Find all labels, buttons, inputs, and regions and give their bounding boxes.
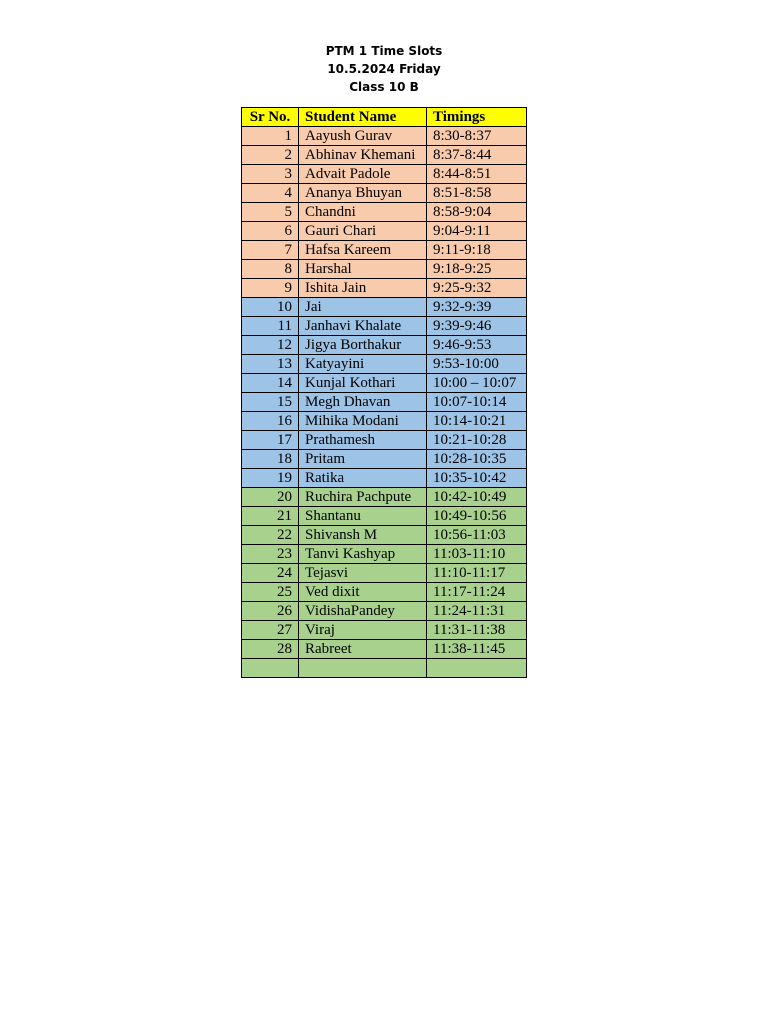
timing-cell: 11:38-11:45 <box>427 640 527 659</box>
timing-cell: 11:24-11:31 <box>427 602 527 621</box>
student-name-cell: Jai <box>299 298 427 317</box>
table-row <box>242 222 527 241</box>
timing-cell: 9:32-9:39 <box>427 298 527 317</box>
sr-no-cell: 4 <box>242 184 299 203</box>
student-name-cell: Chandni <box>299 203 427 222</box>
student-name-cell: Gauri Chari <box>299 222 427 241</box>
class-line: Class 10 B <box>349 80 419 94</box>
sr-no-cell: 12 <box>242 336 299 355</box>
sr-no-cell: 27 <box>242 621 299 640</box>
table-row <box>242 355 527 374</box>
table-row <box>242 165 527 184</box>
document-header <box>234 42 534 96</box>
student-name-cell: Ratika <box>299 469 427 488</box>
sr-no-cell: 28 <box>242 640 299 659</box>
table-row <box>242 507 527 526</box>
time-slots-table <box>241 107 527 678</box>
timing-cell <box>427 659 527 678</box>
date-line: 10.5.2024 Friday <box>327 62 441 76</box>
table-row <box>242 203 527 222</box>
sr-no-cell: 14 <box>242 374 299 393</box>
table-body <box>242 127 527 678</box>
sr-no-cell: 11 <box>242 317 299 336</box>
table-row <box>242 393 527 412</box>
timing-cell: 10:14-10:21 <box>427 412 527 431</box>
sr-no-cell: 25 <box>242 583 299 602</box>
student-name-cell: Harshal <box>299 260 427 279</box>
table-row <box>242 336 527 355</box>
timing-cell: 8:30-8:37 <box>427 127 527 146</box>
student-name-cell: Katyayini <box>299 355 427 374</box>
table-row <box>242 127 527 146</box>
timing-cell: 10:28-10:35 <box>427 450 527 469</box>
table-row <box>242 583 527 602</box>
table-row <box>242 412 527 431</box>
table-row <box>242 317 527 336</box>
table-row <box>242 564 527 583</box>
student-name-cell: Tejasvi <box>299 564 427 583</box>
timing-cell: 11:10-11:17 <box>427 564 527 583</box>
timing-cell: 10:42-10:49 <box>427 488 527 507</box>
student-name-cell: Kunjal Kothari <box>299 374 427 393</box>
timing-cell: 10:21-10:28 <box>427 431 527 450</box>
timing-cell: 10:49-10:56 <box>427 507 527 526</box>
student-name-cell: Abhinav Khemani <box>299 146 427 165</box>
timing-cell: 11:03-11:10 <box>427 545 527 564</box>
sr-no-cell: 22 <box>242 526 299 545</box>
sr-no-cell: 13 <box>242 355 299 374</box>
timing-cell: 11:31-11:38 <box>427 621 527 640</box>
sr-no-cell: 2 <box>242 146 299 165</box>
timing-cell: 8:44-8:51 <box>427 165 527 184</box>
timing-cell: 9:18-9:25 <box>427 260 527 279</box>
timing-cell: 10:56-11:03 <box>427 526 527 545</box>
student-name-cell: Jigya Borthakur <box>299 336 427 355</box>
table-row <box>242 526 527 545</box>
table-row <box>242 241 527 260</box>
table-row <box>242 298 527 317</box>
timing-cell: 9:25-9:32 <box>427 279 527 298</box>
sr-no-cell: 18 <box>242 450 299 469</box>
student-name-cell: Ruchira Pachpute <box>299 488 427 507</box>
sr-no-cell: 3 <box>242 165 299 184</box>
student-name-cell: Ved dixit <box>299 583 427 602</box>
timing-cell: 9:46-9:53 <box>427 336 527 355</box>
page-title: PTM 1 Time Slots <box>325 44 443 58</box>
student-name-cell: Ishita Jain <box>299 279 427 298</box>
sr-no-cell: 1 <box>242 127 299 146</box>
table-row <box>242 640 527 659</box>
sr-no-cell: 7 <box>242 241 299 260</box>
timing-cell: 9:11-9:18 <box>427 241 527 260</box>
student-name-cell <box>299 659 427 678</box>
sr-no-cell: 20 <box>242 488 299 507</box>
sr-no-cell: 19 <box>242 469 299 488</box>
timing-cell: 10:35-10:42 <box>427 469 527 488</box>
sr-no-cell: 15 <box>242 393 299 412</box>
sr-no-cell: 23 <box>242 545 299 564</box>
sr-no-cell: 17 <box>242 431 299 450</box>
timing-cell: 11:17-11:24 <box>427 583 527 602</box>
timing-cell: 8:58-9:04 <box>427 203 527 222</box>
student-name-cell: Shivansh M <box>299 526 427 545</box>
timing-cell: 8:51-8:58 <box>427 184 527 203</box>
sr-no-cell: 21 <box>242 507 299 526</box>
sr-no-cell: 9 <box>242 279 299 298</box>
timing-cell: 9:39-9:46 <box>427 317 527 336</box>
column-header-timings: Timings <box>427 108 527 127</box>
student-name-cell: Aayush Gurav <box>299 127 427 146</box>
sr-no-cell: 6 <box>242 222 299 241</box>
table-row <box>242 374 527 393</box>
student-name-cell: Advait Padole <box>299 165 427 184</box>
table-row <box>242 279 527 298</box>
timing-cell: 9:53-10:00 <box>427 355 527 374</box>
table-row <box>242 621 527 640</box>
student-name-cell: Rabreet <box>299 640 427 659</box>
student-name-cell: VidishaPandey <box>299 602 427 621</box>
student-name-cell: Viraj <box>299 621 427 640</box>
table-row <box>242 450 527 469</box>
student-name-cell: Tanvi Kashyap <box>299 545 427 564</box>
student-name-cell: Pritam <box>299 450 427 469</box>
student-name-cell: Mihika Modani <box>299 412 427 431</box>
table-row <box>242 659 527 678</box>
sr-no-cell: 16 <box>242 412 299 431</box>
timing-cell: 10:07-10:14 <box>427 393 527 412</box>
table-row <box>242 431 527 450</box>
table-row <box>242 184 527 203</box>
table-row <box>242 602 527 621</box>
column-header-sr-no: Sr No. <box>242 108 299 127</box>
student-name-cell: Shantanu <box>299 507 427 526</box>
sr-no-cell: 5 <box>242 203 299 222</box>
table-row <box>242 545 527 564</box>
student-name-cell: Hafsa Kareem <box>299 241 427 260</box>
student-name-cell: Prathamesh <box>299 431 427 450</box>
table-row <box>242 469 527 488</box>
student-name-cell: Janhavi Khalate <box>299 317 427 336</box>
student-name-cell: Ananya Bhuyan <box>299 184 427 203</box>
table-row <box>242 488 527 507</box>
student-name-cell: Megh Dhavan <box>299 393 427 412</box>
sr-no-cell: 8 <box>242 260 299 279</box>
table-row <box>242 146 527 165</box>
table-row <box>242 260 527 279</box>
sr-no-cell: 26 <box>242 602 299 621</box>
timing-cell: 9:04-9:11 <box>427 222 527 241</box>
table-header-row <box>242 108 527 127</box>
timing-cell: 8:37-8:44 <box>427 146 527 165</box>
sr-no-cell <box>242 659 299 678</box>
sr-no-cell: 10 <box>242 298 299 317</box>
sr-no-cell: 24 <box>242 564 299 583</box>
column-header-student-name: Student Name <box>299 108 427 127</box>
timing-cell: 10:00 – 10:07 <box>427 374 527 393</box>
